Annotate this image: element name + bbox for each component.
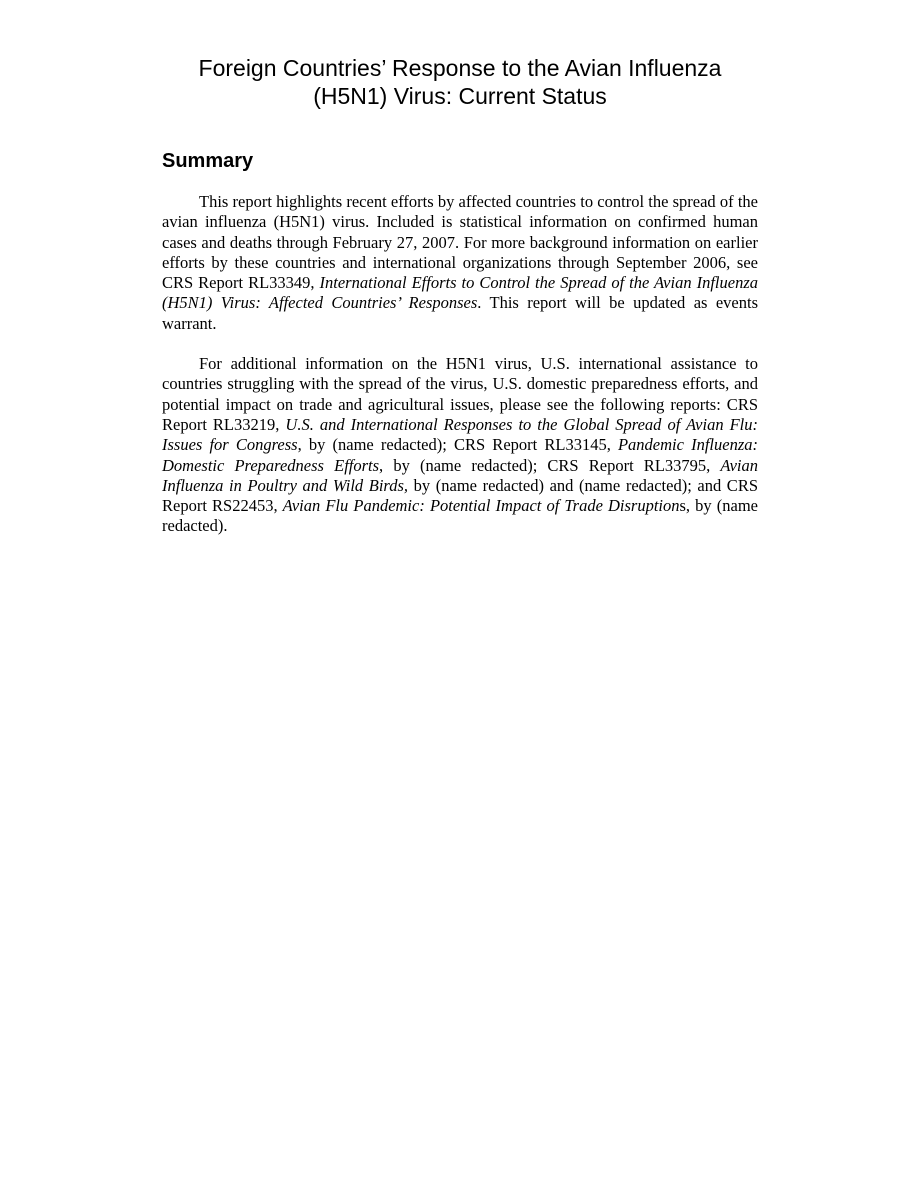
summary-paragraph-1 bbox=[162, 192, 758, 334]
paragraph-1-text-2: . This report will be updated as events warrant. bbox=[162, 293, 758, 333]
document-page bbox=[162, 54, 758, 537]
paragraph-2-text-3: , by (name redacted); CRS Report RL33795, bbox=[379, 455, 721, 475]
document-title bbox=[162, 54, 758, 110]
paragraph-2-report-title-3: Avian Influenza in Poultry and Wild Birds, bbox=[162, 455, 758, 495]
paragraph-1-report-title: International Efforts to Control the Spread of the Avian Influenza (H5N1) Virus: Affected Countries’ Responses bbox=[162, 273, 758, 313]
paragraph-2-report-title-1: U.S. and International Responses to the Global Spread of Avian Flu: Issues for Congress bbox=[162, 414, 758, 455]
summary-paragraph-2 bbox=[162, 354, 758, 537]
paragraph-2-text-5: s, by (name redacted). bbox=[162, 496, 758, 536]
title-line-1: Foreign Countries’ Response to the Avian Influenza bbox=[198, 55, 722, 81]
paragraph-2-report-title-4: Avian Flu Pandemic: Potential Impact of Trade Disruption bbox=[282, 496, 680, 516]
paragraph-2-text-1: For additional information on the H5N1 virus, U.S. international assistance to countries struggling with the spread of the virus, U.S. domestic preparedness efforts, and potential impact on trade and agricultural issues, please see the following reports: CRS Report RL33219, bbox=[162, 354, 758, 434]
section-heading-summary: Summary bbox=[162, 150, 254, 172]
title-line-2: (H5N1) Virus: Current Status bbox=[313, 83, 607, 109]
paragraph-2-report-title-2: Pandemic Influenza: Domestic Preparedness Efforts bbox=[162, 435, 758, 475]
paragraph-1-text-1: This report highlights recent efforts by affected countries to control the spread of the avian influenza (H5N1) virus. Included is statistical information on confirmed human cases and deaths through February 27, 2007. For more background information on earlier efforts by these countries and international organizations through September 2006, see CRS Report RL33349, bbox=[162, 192, 758, 293]
paragraph-2-text-4: by (name redacted) and (name redacted); and CRS Report RS22453, bbox=[162, 475, 758, 516]
paragraph-2-text-2: , by (name redacted); CRS Report RL33145, bbox=[297, 435, 618, 455]
